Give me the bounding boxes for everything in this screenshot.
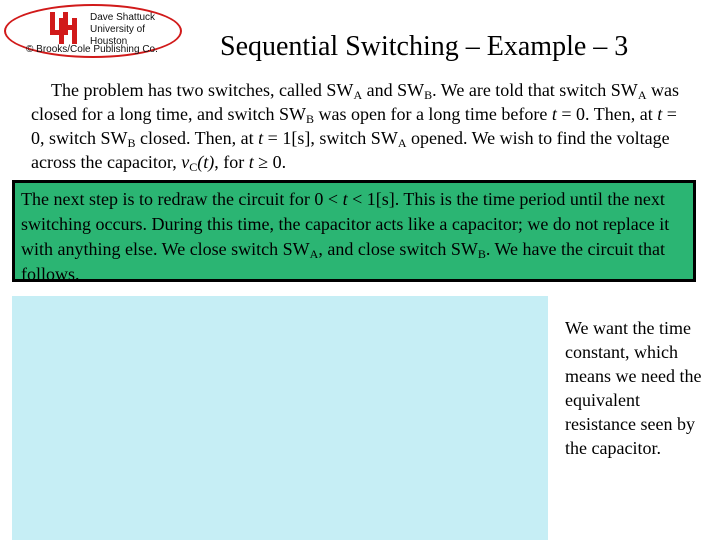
logo-author: Dave Shattuck [90,12,156,23]
intro-paragraph [31,78,691,174]
intro-variable-t: t [248,152,254,172]
intro-text: was open for a long time before [313,104,552,124]
intro-variable-t: t [551,104,557,124]
logo-text [90,12,182,48]
intro-variable-arg: (t) [197,152,215,172]
intro-subscript: A [353,88,363,102]
intro-text: . We are told that switch SW [432,80,638,100]
intro-subscript: A [397,136,407,150]
intro-text: = 0, switch SW [31,104,677,148]
intro-variable-t: t [258,128,264,148]
logo-publisher: © Brooks/Cole Publishing Co. [26,44,158,55]
intro-text: and SW [362,80,425,100]
callout-subscript: B [477,247,486,261]
intro-subscript: C [189,160,198,174]
callout-text: . We have the circuit that follows. [21,239,665,284]
intro-text: was closed for a long time, and switch SW [31,80,679,124]
intro-text: , for [214,152,249,172]
callout-variable-t: t [342,189,348,209]
university-logo [4,4,182,58]
callout-text: < 1[s]. This is the time period until the next switching occurs. During this time, the capacitor acts like a capacitor; we do not replace it with anything else. We close switch SW [21,189,670,259]
intro-subscript: B [424,88,433,102]
circuit-diagram-area [12,296,548,540]
intro-text: ≥ 0. [253,152,287,172]
intro-text: opened. We wish to find the voltage across the capacitor, [31,128,670,172]
logo-university: University of Houston [90,24,146,47]
next-step-callout [12,180,696,282]
callout-text: The next step is to redraw the circuit for 0 < [21,189,343,209]
uh-logo-icon [44,8,84,46]
time-constant-note: We want the time constant, which means we need the equivalent resistance seen by the capacitor. [565,318,702,458]
intro-subscript: A [637,88,647,102]
slide-title: Sequential Switching – Example – 3 [220,31,629,62]
intro-variable-v: v [181,152,190,172]
intro-text: = 1[s], switch SW [263,128,398,148]
intro-subscript: B [305,112,314,126]
intro-subscript: B [127,136,136,150]
intro-text: = 0. Then, at [556,104,658,124]
callout-subscript: A [309,247,319,261]
callout-text: , and close switch SW [318,239,478,259]
intro-text: The problem has two switches, called SW [51,80,354,100]
intro-variable-t: t [657,104,663,124]
intro-text: closed. Then, at [135,128,259,148]
